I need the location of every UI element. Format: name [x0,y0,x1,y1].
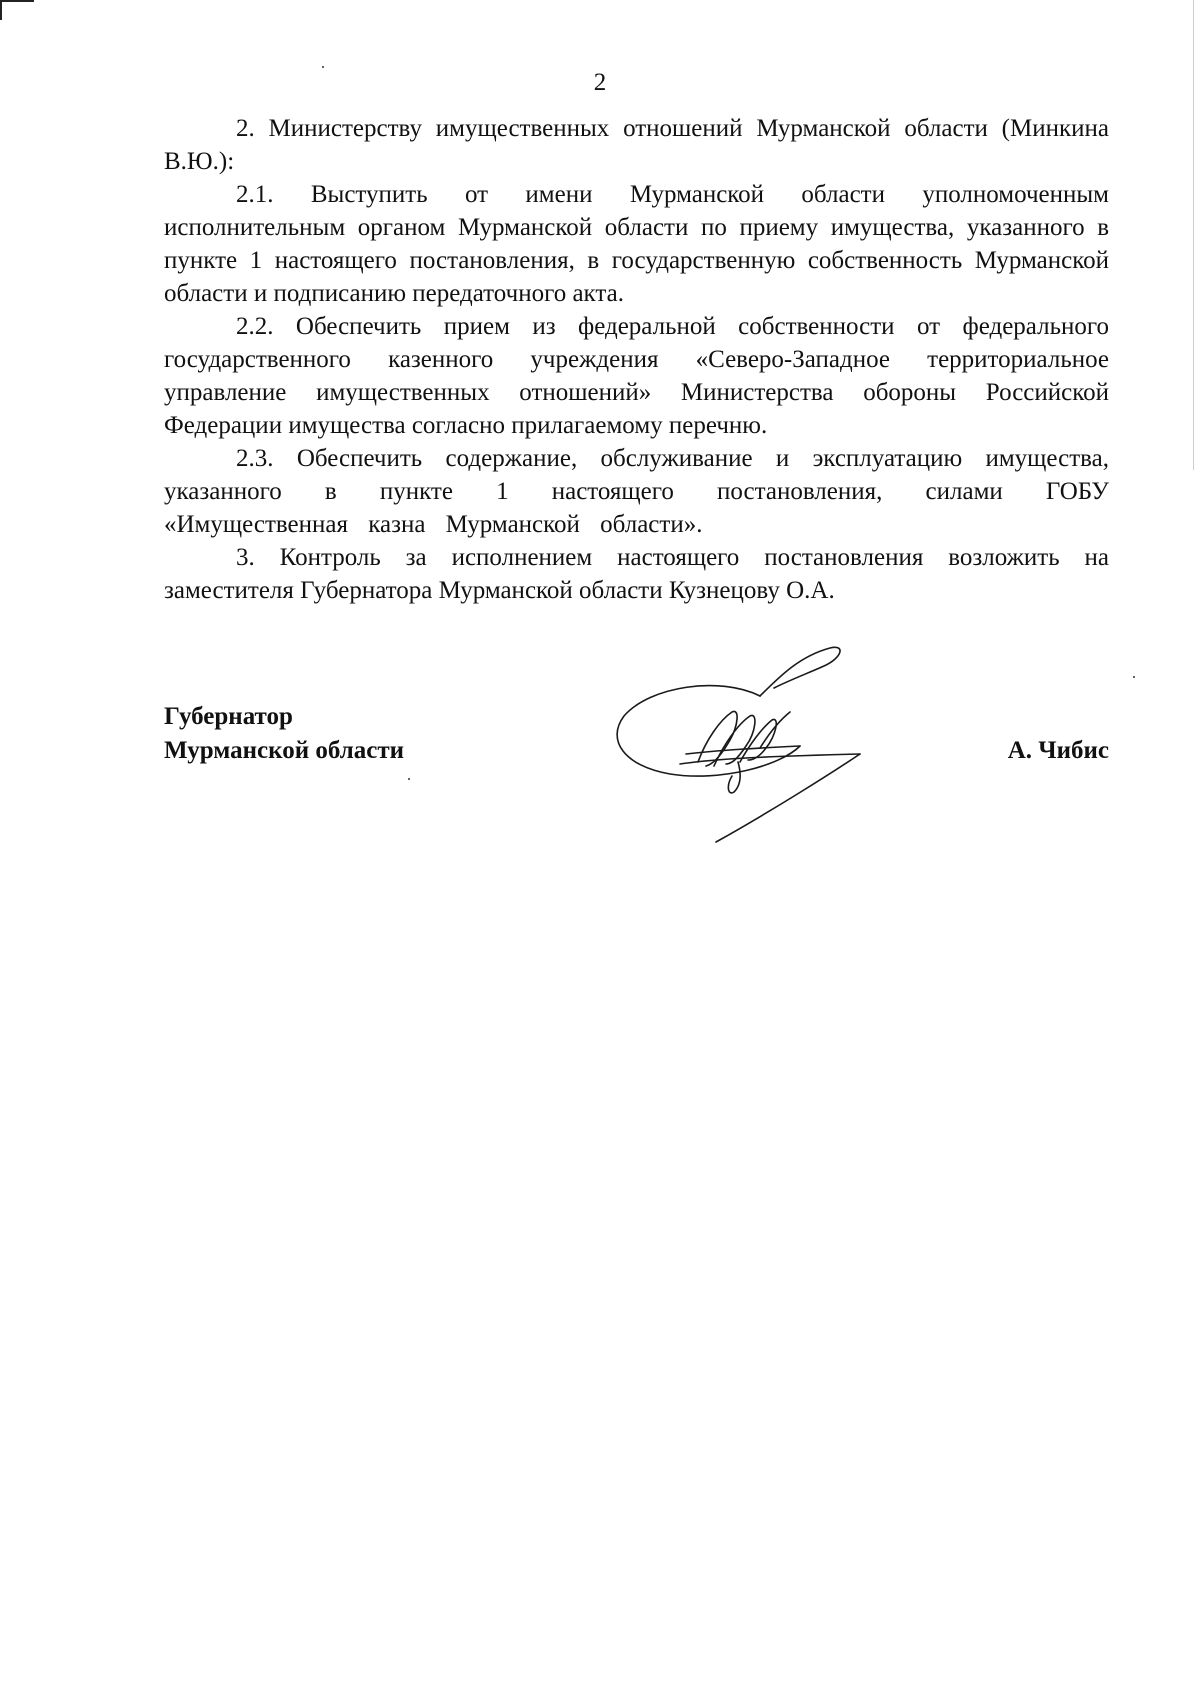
document-body [164,112,1109,607]
paragraph-2-2: 2.2. Обеспечить прием из федеральной собственности от федерального государственного казенного учреждения «Северо-Западное территориальное управление имущественных отношений» Министерства обороны Российской Федерации имущества согласно прилагаемому перечню. [164,313,1109,439]
signatory-name: А. Чибис [1007,737,1109,764]
paragraph-2-3: 2.3. Обеспечить содержание, обслуживание и эксплуатацию имущества, указанного в пункте 1 настоящего постановления, силами ГОБУ «Имущественная казна Мурманской области». [164,445,1109,538]
scan-speck [1133,676,1135,678]
scan-corner-mark [0,0,34,2]
handwritten-signature [610,636,890,866]
scan-corner-mark-vertical [0,0,2,20]
paragraph-3: 3. Контроль за исполнением настоящего постановления возложить на заместителя Губернатора Мурманской области Кузнецову О.А. [164,544,1109,604]
signatory-position-line2: Мурманской области [164,737,405,764]
signatory-position [164,700,404,768]
scan-speck [408,778,410,780]
page-number: 2 [593,69,607,96]
paragraph-2: 2. Министерству имущественных отношений Мурманской области (Минкина В.Ю.): [164,115,1109,175]
signatory-position-line1: Губернатор [164,703,293,730]
paragraph-2-1: 2.1. Выступить от имени Мурманской области уполномоченным исполнительным органом Мурманской области по приему имущества, указанного в пункте 1 настоящего постановления, в государственную собственность Мурманской области и подписанию передаточного акта. [164,181,1109,307]
